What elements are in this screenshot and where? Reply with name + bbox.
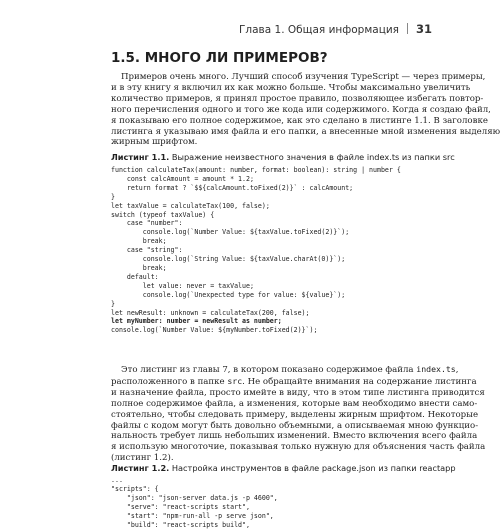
listing-2-title: Настройка инструментов в файле package.json из папки reactapp — [169, 463, 456, 473]
code-line: ... — [111, 476, 123, 484]
code-line: let taxValue = calculateTax(100, false); — [111, 201, 270, 210]
listing-2-caption — [111, 463, 456, 473]
section-heading: 1.5. МНОГО ЛИ ПРИМЕРОВ? — [111, 50, 328, 66]
header-divider — [407, 23, 408, 34]
code-line: console.log(`Number Value: ${taxValue.toFixed(2)}`); — [111, 228, 350, 237]
listing-1-caption — [111, 152, 455, 162]
paragraph-line: я показываю его полное содержимое, как это сделано в листинге 1.1. В заголовке — [111, 115, 488, 126]
text-segment: стоятельно, чтобы следовать примеру, выделены жирным шрифтом. Некоторые — [111, 409, 479, 420]
code-line: "serve": "react-scripts start", — [111, 502, 250, 511]
code-line: const calcAmount = amount * 1.2; — [111, 174, 254, 183]
listing-2-label: Листинг 1.2. — [111, 463, 170, 473]
text-segment: файлы с кодом могут быть довольно объемными, а описываемая мною функцио- — [111, 420, 479, 431]
code-line: switch (typeof taxValue) { — [111, 210, 215, 219]
paragraph-line: ного перечисления одного и того же кода или содержимого. Когда я создаю файл, — [111, 104, 491, 115]
code-line: "start": "npm-run-all -p serve json", — [111, 511, 274, 520]
text-segment: . Не обращайте внимания на содержание листинга — [242, 376, 477, 387]
code-line: default: — [111, 272, 159, 281]
code-line: console.log(`Number Value: ${myNumber.toFixed(2)}`); — [111, 326, 318, 335]
chapter-title: Глава 1. Общая информация — [239, 24, 399, 36]
code-line: let value: never = taxValue; — [111, 281, 254, 290]
code-line: "json": "json-server data.js -p 4600", — [111, 493, 278, 502]
text-segment: и назначение файла, просто имейте в виду, что в этом типе листинга приводится — [111, 387, 485, 398]
paragraph-line: и в эту книгу я включил их как можно больше. Чтобы максимально увеличить — [111, 82, 471, 93]
text-segment: Это листинг из главы 7, в котором показано содержимое файла — [121, 365, 417, 375]
code-line: "scripts": { — [111, 484, 159, 493]
paragraph-line: жирным шрифтом. — [111, 137, 198, 148]
paragraph-line — [111, 364, 459, 376]
code-line: return format ? `$${calcAmount.toFixed(2)}` : calcAmount; — [111, 183, 354, 192]
paragraph-line — [111, 409, 479, 421]
paragraph-line: количество примеров, я принял простое правило, позволяющее избегать повтор- — [111, 93, 484, 104]
inline-code: index.ts — [416, 364, 456, 374]
text-segment: (листинг 1.2). — [111, 453, 174, 464]
listing-1-label: Листинг 1.1. — [111, 152, 170, 162]
text-segment: , — [455, 365, 459, 375]
paragraph-line — [111, 398, 478, 410]
paragraph-line — [111, 375, 477, 388]
code-line: case "string": — [111, 246, 183, 255]
text-segment: расположенного в папке — [111, 376, 228, 387]
listing-1-title: Выражение неизвестного значения в файле index.ts из папки src — [169, 152, 455, 162]
listing-1-code — [111, 166, 401, 335]
code-line: case "number": — [111, 219, 183, 228]
paragraph-line — [111, 442, 486, 453]
page-number: 31 — [415, 22, 432, 36]
paragraph-line: Примеров очень много. Лучший способ изучения TypeScript — через примеры, — [121, 72, 486, 82]
code-line: let newResult: unknown = calculateTax(200, false); — [111, 308, 310, 317]
text-segment: я использую многоточие, показывая только нужную для объяснения часть файла — [111, 442, 486, 453]
code-line: "build": "react-scripts build", — [111, 520, 250, 529]
running-header — [239, 22, 432, 36]
code-line: console.log(`String Value: ${taxValue.charAt(0)}`); — [111, 255, 346, 264]
paragraph-line — [111, 420, 479, 432]
explanation-paragraph — [111, 364, 486, 464]
code-line: } — [111, 299, 115, 308]
inline-code: src — [227, 375, 243, 386]
paragraph-line — [111, 387, 485, 399]
code-line: console.log(`Unexpected type for value: ${value}`); — [111, 290, 346, 299]
paragraph-line: листинга я указываю имя файла и его папки, а внесенные мной изменения выделяю — [111, 126, 500, 137]
intro-paragraph — [111, 72, 500, 148]
code-line: let myNumber: number = newResult as number; — [111, 317, 282, 326]
code-line: } — [111, 192, 115, 201]
text-segment: нальность требует лишь небольших изменений. Вместо включения всего файла — [111, 431, 478, 442]
code-line: function calculateTax(amount: number, format: boolean): string | number { — [111, 166, 401, 174]
text-segment: полное содержимое файла, а изменения, которые вам необходимо внести само- — [111, 398, 478, 409]
listing-2-code — [111, 476, 278, 529]
code-line: break; — [111, 237, 167, 246]
paragraph-line — [111, 431, 478, 442]
code-line: break; — [111, 263, 167, 272]
